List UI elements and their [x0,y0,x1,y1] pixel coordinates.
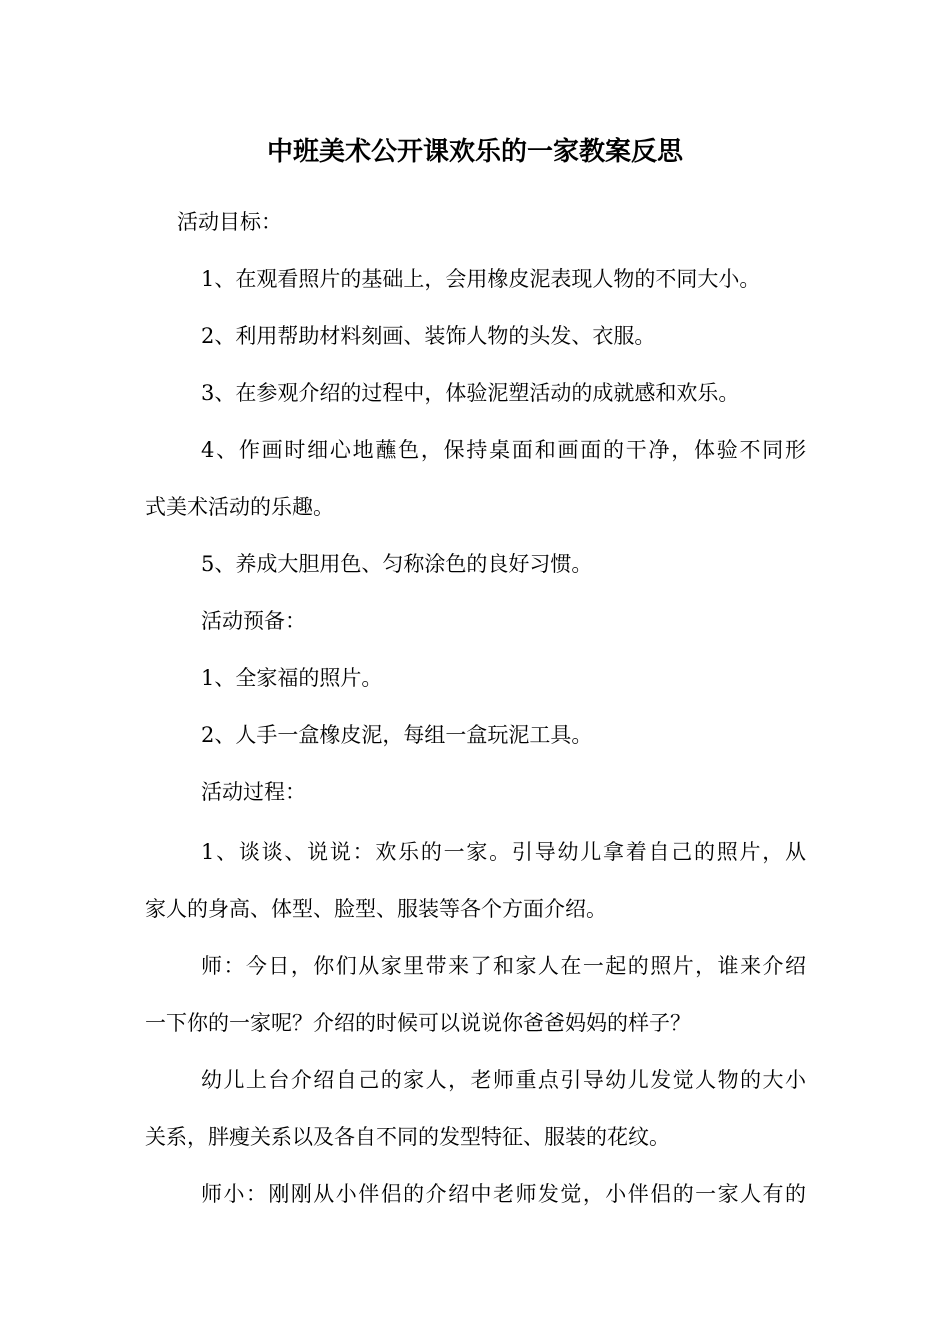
goal-item-4-line2: 式美术活动的乐趣。 [145,495,334,519]
section-heading-process: 活动过程： [201,780,306,804]
teacher-line-1: 师：今日，你们从家里带来了和家人在一起的照片，谁来介绍 [201,954,806,978]
children-intro-line2: 关系，胖瘦关系以及各自不同的发型特征、服装的花纹。 [145,1125,670,1149]
section-heading-preparation: 活动预备： [201,609,306,633]
process-step-1-line2: 家人的身高、体型、脸型、服装等各个方面介绍。 [145,897,607,921]
goal-item-1: 1、在观看照片的基础上，会用橡皮泥表现人物的不同大小。 [201,267,761,291]
goal-item-2: 2、利用帮助材料刻画、装饰人物的头发、衣服。 [201,324,656,348]
prep-item-1: 1、全家福的照片。 [201,666,383,690]
goal-item-3: 3、在参观介绍的过程中，体验泥塑活动的成就感和欢乐。 [201,381,740,405]
section-heading-goals: 活动目标： [177,210,282,234]
prep-item-2: 2、人手一盒橡皮泥，每组一盒玩泥工具。 [201,723,593,747]
teacher-line-2: 一下你的一家呢？介绍的时候可以说说你爸爸妈妈的样子？ [145,1011,691,1035]
process-step-1-line1: 1、谈谈、说说：欢乐的一家。引导幼儿拿着自己的照片，从 [201,840,806,864]
goal-item-4-line1: 4、作画时细心地蘸色，保持桌面和画面的干净，体验不同形 [201,438,806,462]
teacher-summary-line1: 师小：刚刚从小伴侣的介绍中老师发觉，小伴侣的一家人有的 [201,1182,806,1206]
goal-item-5: 5、养成大胆用色、匀称涂色的良好习惯。 [201,552,593,576]
document-title: 中班美术公开课欢乐的一家教案反思 [266,137,683,167]
children-intro-line1: 幼儿上台介绍自己的家人，老师重点引导幼儿发觉人物的大小 [201,1068,806,1092]
